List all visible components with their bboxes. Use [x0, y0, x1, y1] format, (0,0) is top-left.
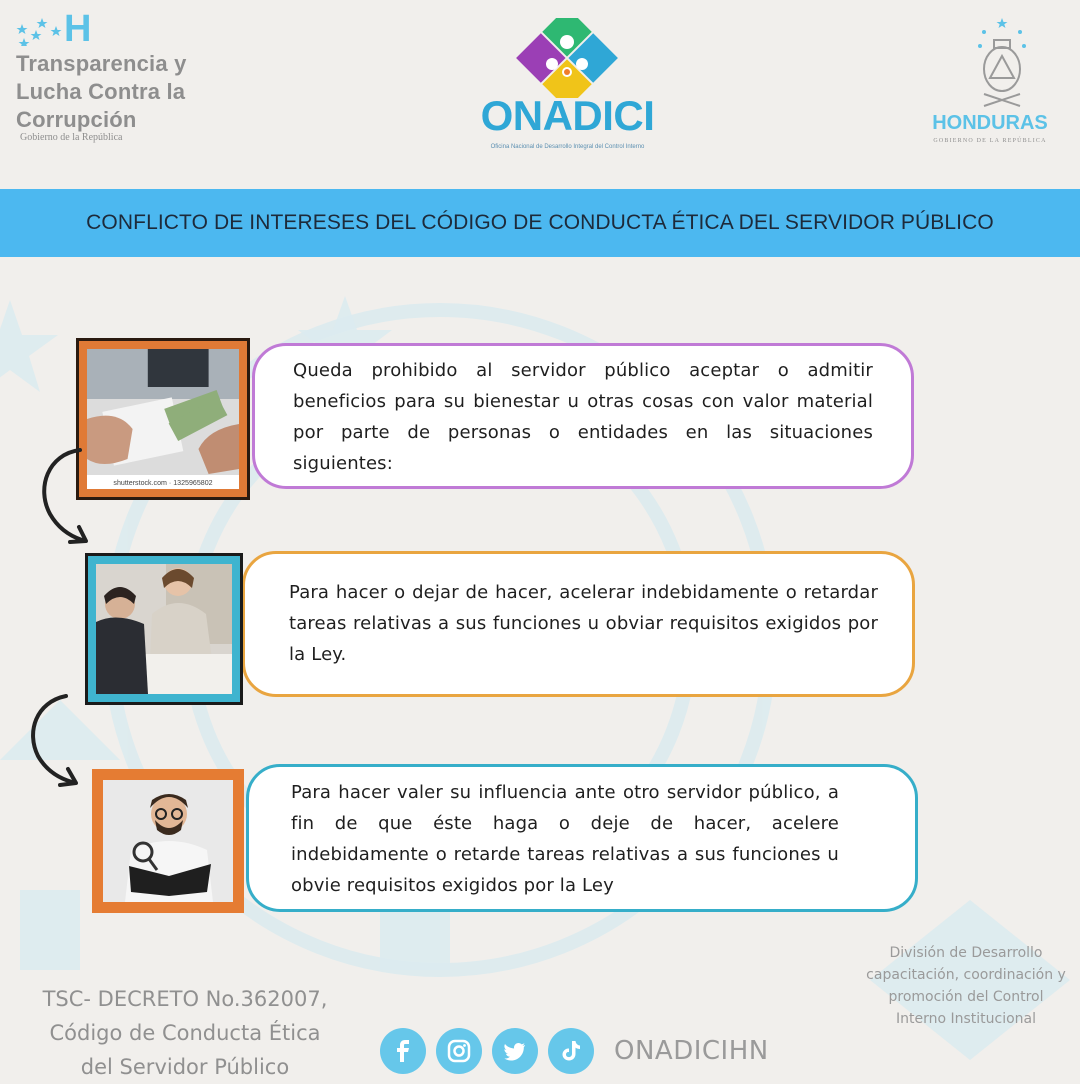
honduras-subtitle: GOBIERNO DE LA REPÚBLICA: [933, 138, 1047, 144]
instagram-icon[interactable]: [436, 1028, 482, 1074]
bribe-photo: [87, 349, 239, 489]
photo-caption: shutterstock.com · 1325965802: [113, 480, 213, 487]
law-reference: TSC- DECRETO No.362007, Código de Conducta Ética del Servidor Público: [42, 987, 328, 1079]
item-text-3: Para hacer valer su influencia ante otro servidor público, a fin de que éste haga o deje de hacer, acelere indebidamente o retarde tareas relativas a sus funciones u obvie requisitos exigidos por la Ley: [291, 782, 839, 896]
banner-title: CONFLICTO DE INTERESES DEL CÓDIGO DE CONDUCTA ÉTICA DEL SERVIDOR PÚBLICO: [86, 211, 994, 234]
honduras-logo: [930, 14, 1050, 154]
tiktok-icon[interactable]: [548, 1028, 594, 1074]
social-handle: ONADICIHN: [614, 1036, 769, 1066]
twitter-icon[interactable]: [492, 1028, 538, 1074]
photo-frame-meeting: [85, 553, 243, 705]
item-text-2: Para hacer o dejar de hacer, acelerar indebidamente o retardar tareas relativas a sus funciones u obviar requisitos exigidos por la Ley.: [289, 582, 878, 665]
honduras-name: HONDURAS: [932, 112, 1048, 134]
onadici-subtitle: Oficina Nacional de Desarrollo Integral del Control Interno: [490, 144, 645, 150]
stars-icon: [16, 16, 64, 46]
item-text-1: Queda prohibido al servidor público aceptar o admitir beneficios para su bienestar u otras cosas con valor material por parte de personas o entidades en las situaciones siguientes:: [293, 360, 873, 474]
curved-arrow-icon: [26, 690, 86, 790]
item-card-3: [246, 764, 918, 912]
gobierno-subtitle: Gobierno de la República: [20, 132, 123, 143]
coat-of-arms-icon: [930, 14, 1050, 110]
onadici-emblem-icon: [470, 18, 665, 98]
division-text: División de Desarrollo capacitación, coordinación y promoción del Control Interno Institucional: [866, 945, 1066, 1027]
photo-frame-bribe: [76, 338, 250, 500]
facebook-icon[interactable]: [380, 1028, 426, 1074]
curved-arrow-icon: [34, 444, 94, 546]
onadici-name: ONADICI: [480, 92, 655, 139]
item-card-1: [252, 343, 914, 489]
h-letter: H: [64, 8, 92, 50]
photo-frame-magnifier: [92, 769, 244, 913]
title-banner: [0, 189, 1080, 257]
item-card-2: [242, 551, 915, 697]
magnifier-photo: [103, 780, 233, 902]
transparencia-title: Transparencia y Lucha Contra la Corrupción: [16, 51, 187, 132]
social-bar: [380, 1028, 769, 1074]
meeting-photo: [96, 564, 232, 694]
onadici-logo: [470, 18, 665, 148]
